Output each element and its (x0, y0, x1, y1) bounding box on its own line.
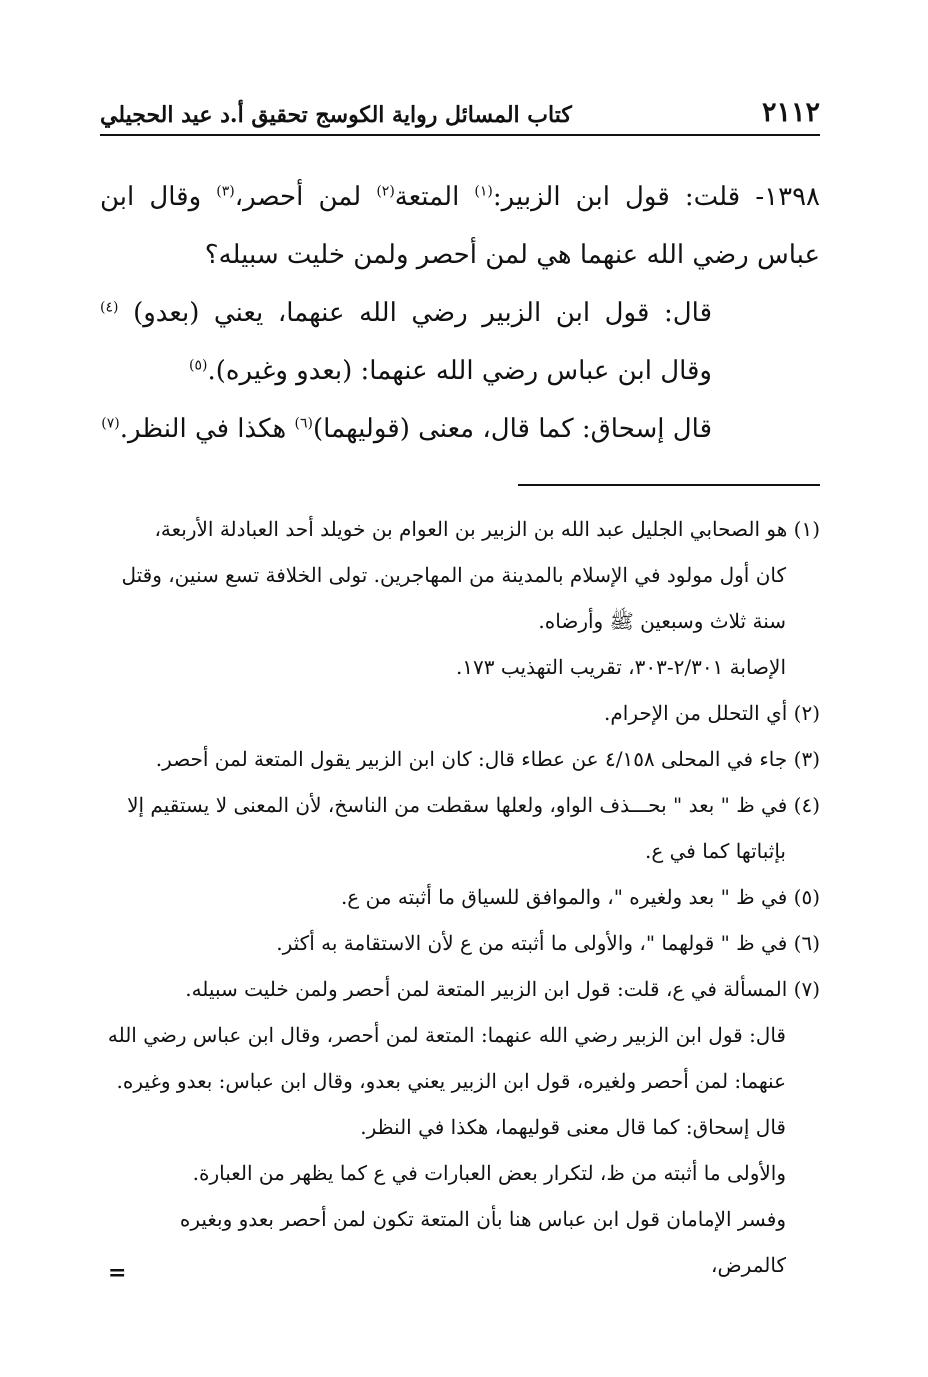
footnote-1-line-4: الإصابة ٢/٣٠١-٣٠٣، تقريب التهذيب ١٧٣. (455, 655, 786, 679)
question-text-4: وقال ابن عباس رضي الله عنهما هي لمن أحصر ولمن خليت سبيله؟ (100, 182, 820, 270)
footnote-5: (٥) في ظ " بعد ولغيره "، والموافق للسياق ما أثبته من ع. (340, 885, 820, 909)
footnote-separator (518, 484, 820, 486)
page-number: ٢١١٢ (761, 97, 820, 128)
ishaq-text-1: قال إسحاق: كما قال، معنى (قوليهما) (312, 414, 712, 444)
question-text-1: قلت: قول ابن الزبير: (492, 182, 741, 212)
running-title: كتاب المسائل رواية الكوسج تحقيق أ.د عيد الحجيلي (100, 102, 572, 128)
footnote-ref-2[interactable]: (٢) (376, 183, 395, 200)
footnote-ref-3[interactable]: (٣) (216, 183, 235, 200)
footnotes (100, 506, 820, 1288)
footnote-ref-7[interactable]: (٧) (101, 415, 120, 432)
ishaq-text-2: هكذا في النظر. (119, 414, 295, 444)
footnote-7-line-6: وفسر الإمامان قول ابن عباس هنا بأن المتعة تكون لمن أحصر بعدو وبغيره كالمرض، (179, 1207, 786, 1277)
answer-text-2: وقال ابن عباس رضي الله عنهما: (بعدو وغيره). (207, 356, 712, 386)
footnote-7-line-4: قال إسحاق: كما قال معنى قوليهما، هكذا في النظر. (360, 1115, 786, 1139)
footnote-ref-6[interactable]: (٦) (294, 415, 313, 432)
footnote-7-line-3: عنهما: لمن أحصر ولغيره، قول ابن الزبير يعني بعدو، وقال ابن عباس: بعدو وغيره. (116, 1069, 786, 1093)
answer-text-1: قال: قول ابن الزبير رضي الله عنهما، يعني (بعدو) (118, 298, 712, 328)
footnote-ref-1[interactable]: (١) (474, 183, 493, 200)
footnote-4-line-1: (٤) في ظ " بعد " بحـــذف الواو، ولعلها سقطت من الناسخ، لأن المعنى لا يستقيم إلا (127, 793, 820, 817)
footnote-3: (٣) جاء في المحلى ٤/١٥٨ عن عطاء قال: كان ابن الزبير يقول المتعة لمن أحصر. (155, 747, 820, 771)
ishaq-paragraph (100, 400, 820, 458)
footnote-4-line-2: بإثباتها كما في ع. (644, 839, 786, 863)
footnote-7-line-5: والأولى ما أثبته من ظ، لتكرار بعض العبارات في ع كما يظهر من العبارة. (192, 1161, 786, 1185)
question-text-2: المتعة (394, 182, 475, 212)
footnote-1-line-2: كان أول مولود في الإسلام بالمدينة من المهاجرين. تولى الخلافة تسع سنين، وقتل (121, 563, 786, 587)
footnote-ref-5[interactable]: (٥) (189, 357, 208, 374)
footnote-1-line-1: (١) هو الصحابي الجليل عبد الله بن الزبير بن العوام بن خويلد أحد العبادلة الأربعة، (154, 517, 820, 541)
page-header (100, 88, 820, 136)
footnote-ref-4[interactable]: (٤) (100, 299, 119, 316)
question-text-3: لمن أحصر، (234, 182, 377, 212)
main-text (100, 168, 820, 458)
footnote-1-line-3: سنة ثلاث وسبعين ﷺ وأرضاه. (538, 609, 786, 633)
issue-number: ١٣٩٨- (740, 182, 820, 212)
footnote-7-line-2: قال: قول ابن الزبير رضي الله عنهما: المتعة لمن أحصر، وقال ابن عباس رضي الله (107, 1023, 786, 1047)
question-paragraph (100, 168, 820, 284)
footnote-2: (٢) أي التحلل من الإحرام. (604, 701, 820, 725)
footnote-6: (٦) في ظ " قولهما "، والأولى ما أثبته من ع لأن الاستقامة به أكثر. (276, 931, 820, 955)
footnote-7-line-1: (٧) المسألة في ع، قلت: قول ابن الزبير المتعة لمن أحصر ولمن خليت سبيله. (185, 977, 820, 1001)
continuation-mark: = (108, 1260, 127, 1286)
answer-paragraph (100, 284, 820, 400)
